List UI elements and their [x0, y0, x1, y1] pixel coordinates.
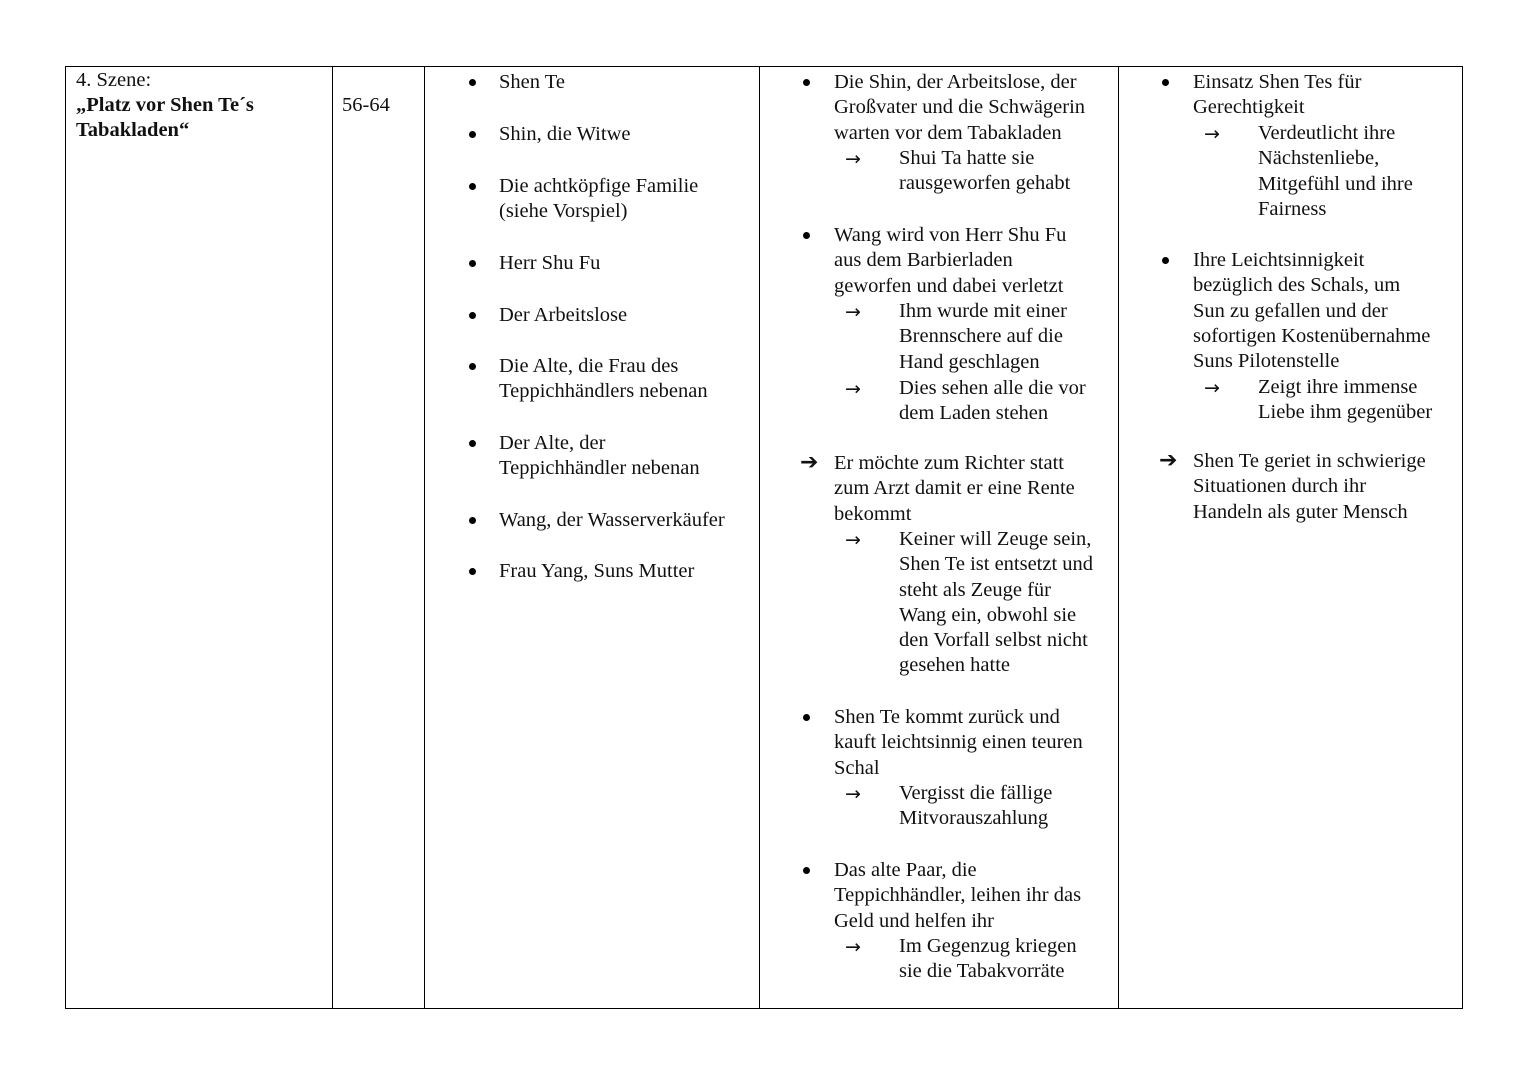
character-name: Die achtköpfige Familie	[499, 175, 699, 197]
bullet-dot	[469, 183, 476, 190]
bold-arrow-icon: ➔	[1159, 448, 1178, 473]
characters-list	[425, 67, 759, 1007]
event-detail: Im Gegenzug kriegen sie die Tabakvorräte	[899, 935, 1077, 983]
event-item: Das alte Paar, die Teppichhändler, leihen ihr das Geld und helfen ihr	[834, 859, 1082, 932]
scene-title-line-2: Tabakladen“	[76, 119, 190, 141]
analysis-conclusion: Shen Te geriet in schwierige Situationen durch ihr Handeln als guter Mensch	[1193, 450, 1426, 523]
event-detail: Dies sehen alle die vor dem Laden stehen	[899, 377, 1086, 425]
event-conclusion: Er möchte zum Richter statt zum Arzt damit er eine Rente bekommt	[834, 452, 1075, 525]
analysis-list	[1119, 67, 1462, 1007]
scene-title-line-1: „Platz vor Shen Te´s	[76, 94, 254, 116]
bullet-dot	[469, 440, 476, 447]
events-list	[760, 67, 1118, 1007]
table-row	[66, 67, 1463, 1009]
character-name: Teppichhändlers nebenan	[499, 380, 708, 403]
bullet-dot	[803, 714, 810, 721]
pages-cell	[333, 67, 425, 1009]
bullet-dot	[469, 131, 476, 138]
analysis-cell	[1119, 67, 1463, 1009]
bullet-dot	[803, 79, 810, 86]
bullet-dot	[469, 312, 476, 319]
event-item: Die Shin, der Arbeitslose, der Großvater und die Schwägerin warten vor dem Tabakladen	[834, 71, 1086, 144]
bullet-dot	[1162, 257, 1169, 264]
event-item: Shen Te kommt zurück und kauft leichtsinnig einen teuren Schal	[834, 706, 1083, 779]
characters-cell	[425, 67, 760, 1009]
character-name: Teppichhändler nebenan	[499, 457, 700, 480]
bullet-dot	[1162, 79, 1169, 86]
arrow-right-icon: →	[845, 301, 861, 323]
arrow-right-icon: →	[845, 936, 861, 958]
character-note: (siehe Vorspiel)	[499, 200, 628, 223]
character-name: Der Alte, der	[499, 432, 606, 454]
character-name: Die Alte, die Frau des	[499, 355, 679, 377]
character-name: Shen Te	[499, 71, 565, 93]
character-name: Wang, der Wasserverkäufer	[499, 509, 725, 531]
bullet-dot	[803, 867, 810, 874]
arrow-right-icon: →	[845, 378, 861, 400]
scene-number: 4. Szene:	[76, 69, 152, 91]
analysis-item: Einsatz Shen Tes für Gerechtigkeit	[1193, 71, 1362, 119]
event-detail: Shui Ta hatte sie rausgeworfen gehabt	[899, 147, 1071, 195]
event-detail: Ihm wurde mit einer Brennschere auf die Hand geschlagen	[899, 300, 1067, 373]
character-name: Herr Shu Fu	[499, 252, 601, 274]
bold-arrow-icon: ➔	[800, 450, 819, 475]
events-cell	[760, 67, 1119, 1009]
arrow-right-icon: →	[845, 529, 861, 551]
bullet-dot	[469, 363, 476, 370]
bullet-dot	[469, 517, 476, 524]
event-detail: Vergisst die fällige Mitvorauszahlung	[899, 782, 1053, 830]
arrow-right-icon: →	[845, 148, 861, 170]
arrow-right-icon: →	[1204, 377, 1220, 399]
analysis-detail: Verdeutlicht ihre Nächstenliebe, Mitgefühl und ihre Fairness	[1258, 122, 1413, 220]
character-name: Frau Yang, Suns Mutter	[499, 560, 695, 582]
bullet-dot	[469, 79, 476, 86]
bullet-dot	[469, 568, 476, 575]
arrow-right-icon: →	[845, 783, 861, 805]
scene-table	[65, 66, 1463, 1009]
character-name: Shin, die Witwe	[499, 123, 631, 145]
event-item: Wang wird von Herr Shu Fu aus dem Barbierladen geworfen und dabei verletzt	[834, 224, 1067, 297]
analysis-item: Ihre Leichtsinnigkeit bezüglich des Schals, um Sun zu gefallen und der sofortigen Kostenübernahme Suns Pilotenstelle	[1193, 249, 1431, 373]
analysis-detail: Zeigt ihre immense Liebe ihm gegenüber	[1258, 376, 1433, 424]
character-name: Der Arbeitslose	[499, 304, 628, 326]
page-range: 56-64	[342, 94, 390, 116]
bullet-dot	[469, 260, 476, 267]
bullet-dot	[803, 232, 810, 239]
arrow-right-icon: →	[1204, 123, 1220, 145]
event-detail: Keiner will Zeuge sein, Shen Te ist entsetzt und steht als Zeuge für Wang ein, obwohl sie den Vorfall selbst nicht gesehen hatte	[899, 528, 1094, 677]
scene-cell	[66, 67, 333, 1009]
